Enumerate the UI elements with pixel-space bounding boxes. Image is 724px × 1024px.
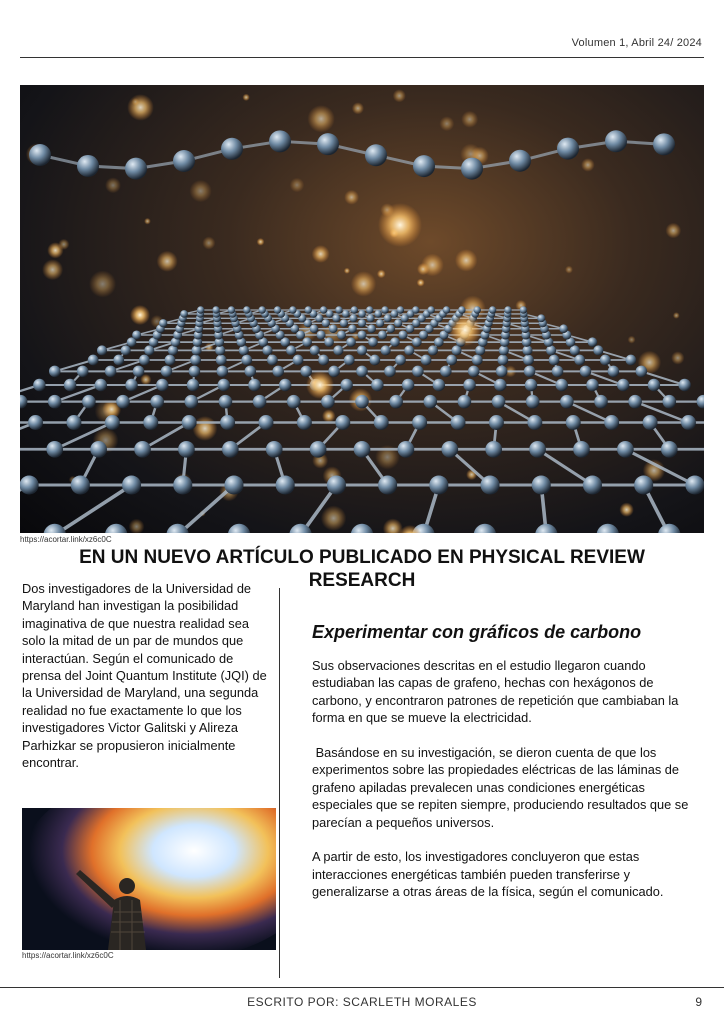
body-paragraph: A partir de esto, los investigadores concluyeron que estas interacciones energéticas también pueden transferirse y generalizarse a otras áreas de la física, según el comunicado.	[312, 849, 664, 900]
author-credit: ESCRITO POR: SCARLETH MORALES	[247, 995, 477, 1009]
column-divider	[279, 588, 280, 978]
researcher-photo	[22, 808, 276, 950]
bottom-divider	[0, 987, 724, 988]
page-number: 9	[695, 995, 702, 1009]
graphene-lattice-illustration	[20, 85, 704, 533]
body-paragraph: Sus observaciones descritas en el estudio llegaron cuando estudiaban las capas de grafeno, hechas con hexágonos de carbono, y encontraron patrones de repetición que cambiaban la forma en que se mueve la electricidad.	[312, 658, 679, 726]
section-title: Experimentar con gráficos de carbono	[312, 622, 642, 642]
issue-date: Volumen 1, Abril 24/ 2024	[571, 37, 702, 49]
photo-credit[interactable]: https://acortar.link/xz6c0C	[22, 951, 114, 960]
hero-image	[20, 85, 704, 533]
article-headline: EN UN NUEVO ARTÍCULO PUBLICADO EN PHYSICAL REVIEW RESEARCH	[79, 547, 645, 591]
article-body	[312, 657, 704, 918]
article-intro: Dos investigadores de la Universidad de Maryland han investigan la posibilidad imaginativa de que nuestra realidad sea solo la mitad de un par de mundos que interactúan. Según el comunicado de prensa del Joint Quantum Institute (JQI) de la Universidad de Maryland, una segunda realidad no fue exactamente lo que los investigadores Victor Galitski y Alireza Parhizkar se propusieron inicialmente encontrar.	[22, 581, 267, 771]
top-divider	[20, 57, 704, 58]
researcher-under-nebula-image	[22, 808, 276, 950]
body-paragraph: Basándose en su investigación, se dieron cuenta de que los experimentos sobre las propiedades eléctricas de las láminas de grafeno apiladas prevalecen unas condiciones energéticas especiales que se repiten siempre, produciendo resultados que se parecían a pequeños universos.	[312, 745, 692, 830]
hero-credit[interactable]: https://acortar.link/xz6c0C	[20, 535, 112, 544]
